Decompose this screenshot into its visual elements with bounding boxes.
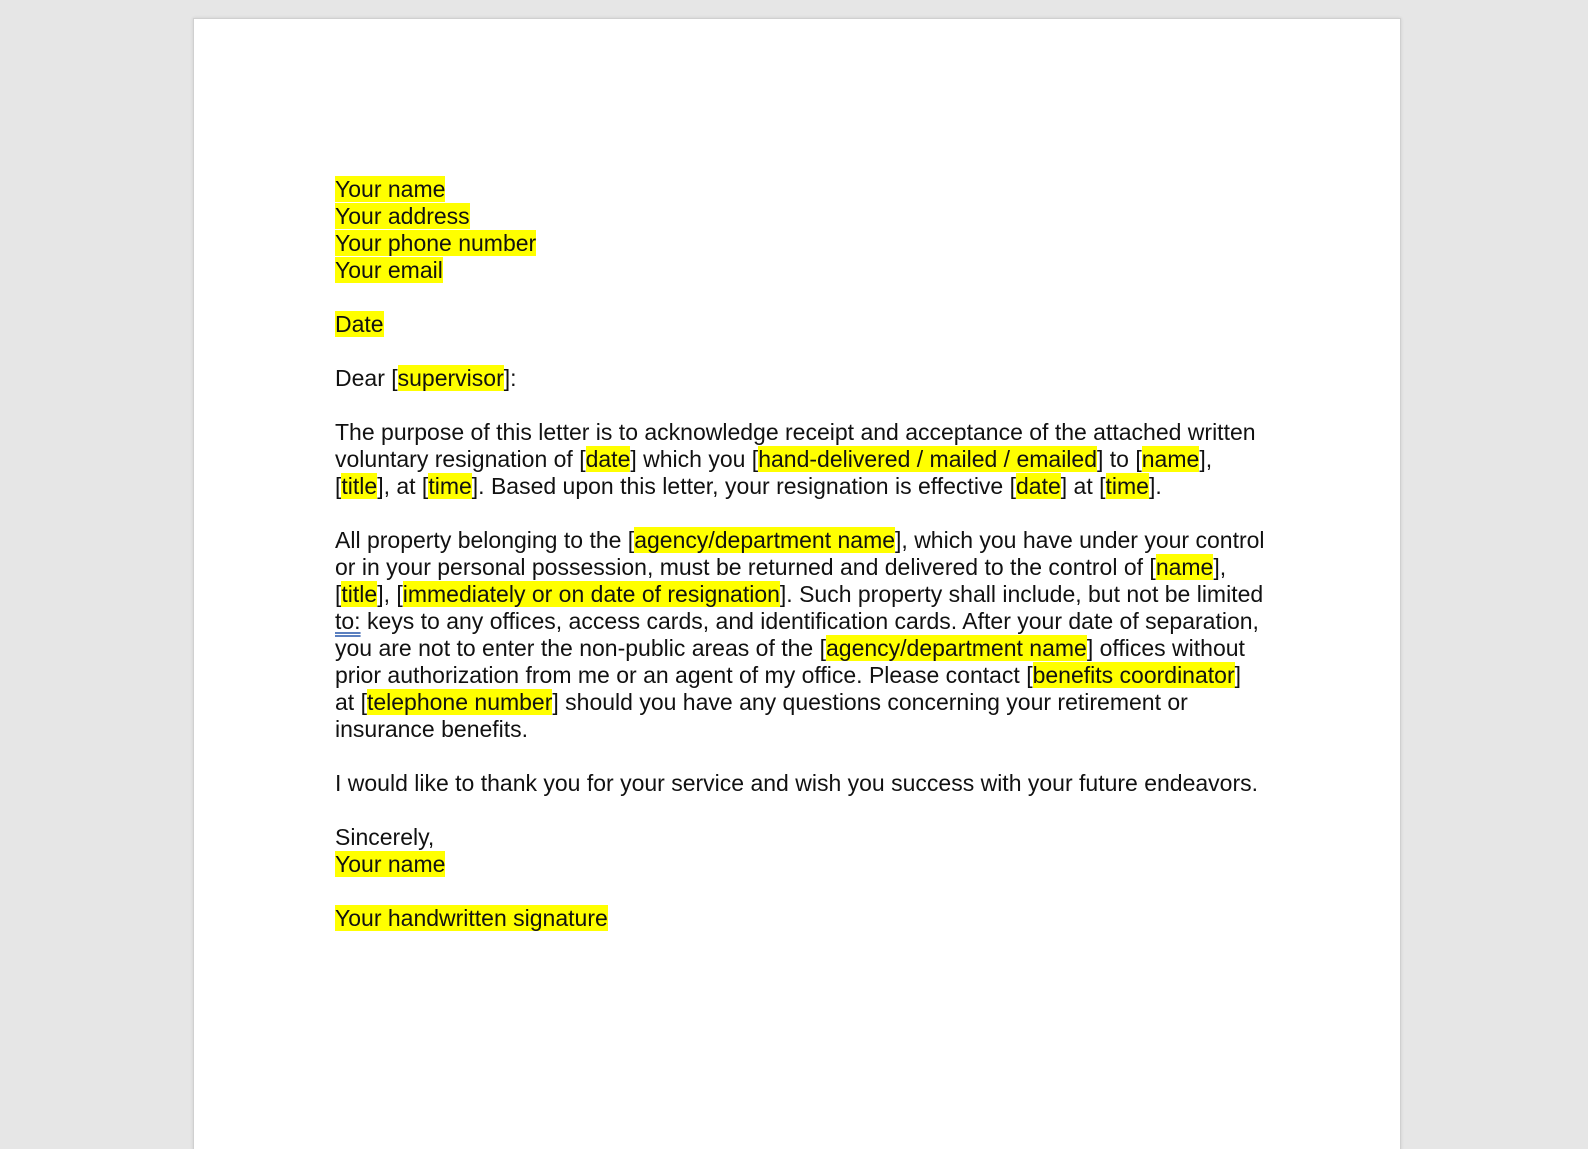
benefits-coordinator-field: benefits coordinator [1032, 662, 1235, 688]
date-line [335, 311, 1265, 338]
text-run: All property belonging to the [ [335, 527, 635, 553]
blank-line [335, 500, 1265, 527]
salutation-pre: Dear [ [335, 365, 398, 391]
text-run: ] which you [ [630, 446, 759, 472]
effective-date-field: date [1016, 473, 1061, 499]
letter-body[interactable] [335, 176, 1265, 932]
paragraph-property [335, 527, 1265, 743]
blank-line [335, 284, 1265, 311]
return-to-name-field: name [1155, 554, 1214, 580]
return-to-title-field: title [341, 581, 378, 607]
telephone-number-field: telephone number [366, 689, 553, 715]
sender-address: Your address [335, 203, 470, 229]
text-run: ], [ [377, 581, 403, 607]
paragraph-thanks: I would like to thank you for your service and wish you success with your future endeavors. [335, 770, 1259, 796]
date-field: Date [335, 311, 384, 337]
document-page[interactable] [193, 18, 1401, 1149]
agency-name-field: agency/department name [634, 527, 896, 553]
text-run: ], [ [335, 554, 1227, 607]
closing-text: Sincerely, [335, 824, 435, 850]
grammar-flag-to[interactable]: to: [335, 608, 361, 634]
text-run: ], at [ [377, 473, 429, 499]
blank-line [335, 338, 1265, 365]
text-run: ]. Such property shall include, but not be limited [779, 581, 1264, 607]
text-run: ] at [ [335, 662, 1241, 715]
blank-line [335, 743, 1265, 770]
text-run: ], [ [335, 446, 1213, 499]
signature-line [335, 905, 1265, 932]
recipient-name-field: name [1141, 446, 1200, 472]
agency-name-field-2: agency/department name [826, 635, 1087, 661]
recipient-title-field: title [341, 473, 378, 499]
sender-email: Your email [335, 257, 443, 283]
text-run: ] at [ [1060, 473, 1106, 499]
return-timing-field: immediately or on date of resignation [402, 581, 780, 607]
sender-phone: Your phone number [335, 230, 537, 256]
closing-block [335, 824, 1265, 878]
blank-line [335, 392, 1265, 419]
supervisor-field: supervisor [397, 365, 504, 391]
signer-name-field: Your name [335, 851, 446, 877]
text-run: ], which you have under your control or in your personal possession, must be returned and delivered to the control of [ [335, 527, 1265, 580]
paragraph-acknowledgement [335, 419, 1265, 500]
text-run: ] should you have any questions concerning your retirement or insurance benefits. [335, 689, 1188, 742]
received-time-field: time [428, 473, 472, 499]
sender-name: Your name [335, 176, 446, 202]
salutation [335, 365, 1265, 392]
delivery-method-field: hand-delivered / mailed / emailed [758, 446, 1098, 472]
sender-block [335, 176, 1265, 284]
text-run: ] to [ [1097, 446, 1142, 472]
text-run: ] offices without prior authorization from me or an agent of my office. Please contact [ [335, 635, 1245, 688]
text-run: keys to any offices, access cards, and identification cards. After your date of separation, you are not to enter the non-public areas of the [ [335, 608, 1259, 661]
effective-time-field: time [1105, 473, 1149, 499]
resignation-date-field: date [585, 446, 631, 472]
text-run: ]. Based upon this letter, your resignation is effective [ [471, 473, 1016, 499]
signature-field: Your handwritten signature [335, 905, 608, 931]
blank-line [335, 878, 1265, 905]
blank-line [335, 797, 1265, 824]
text-run: ]. [1148, 473, 1162, 499]
text-run: The purpose of this letter is to acknowledge receipt and acceptance of the attached written voluntary resignation of [ [335, 419, 1256, 472]
salutation-post: ]: [503, 365, 517, 391]
